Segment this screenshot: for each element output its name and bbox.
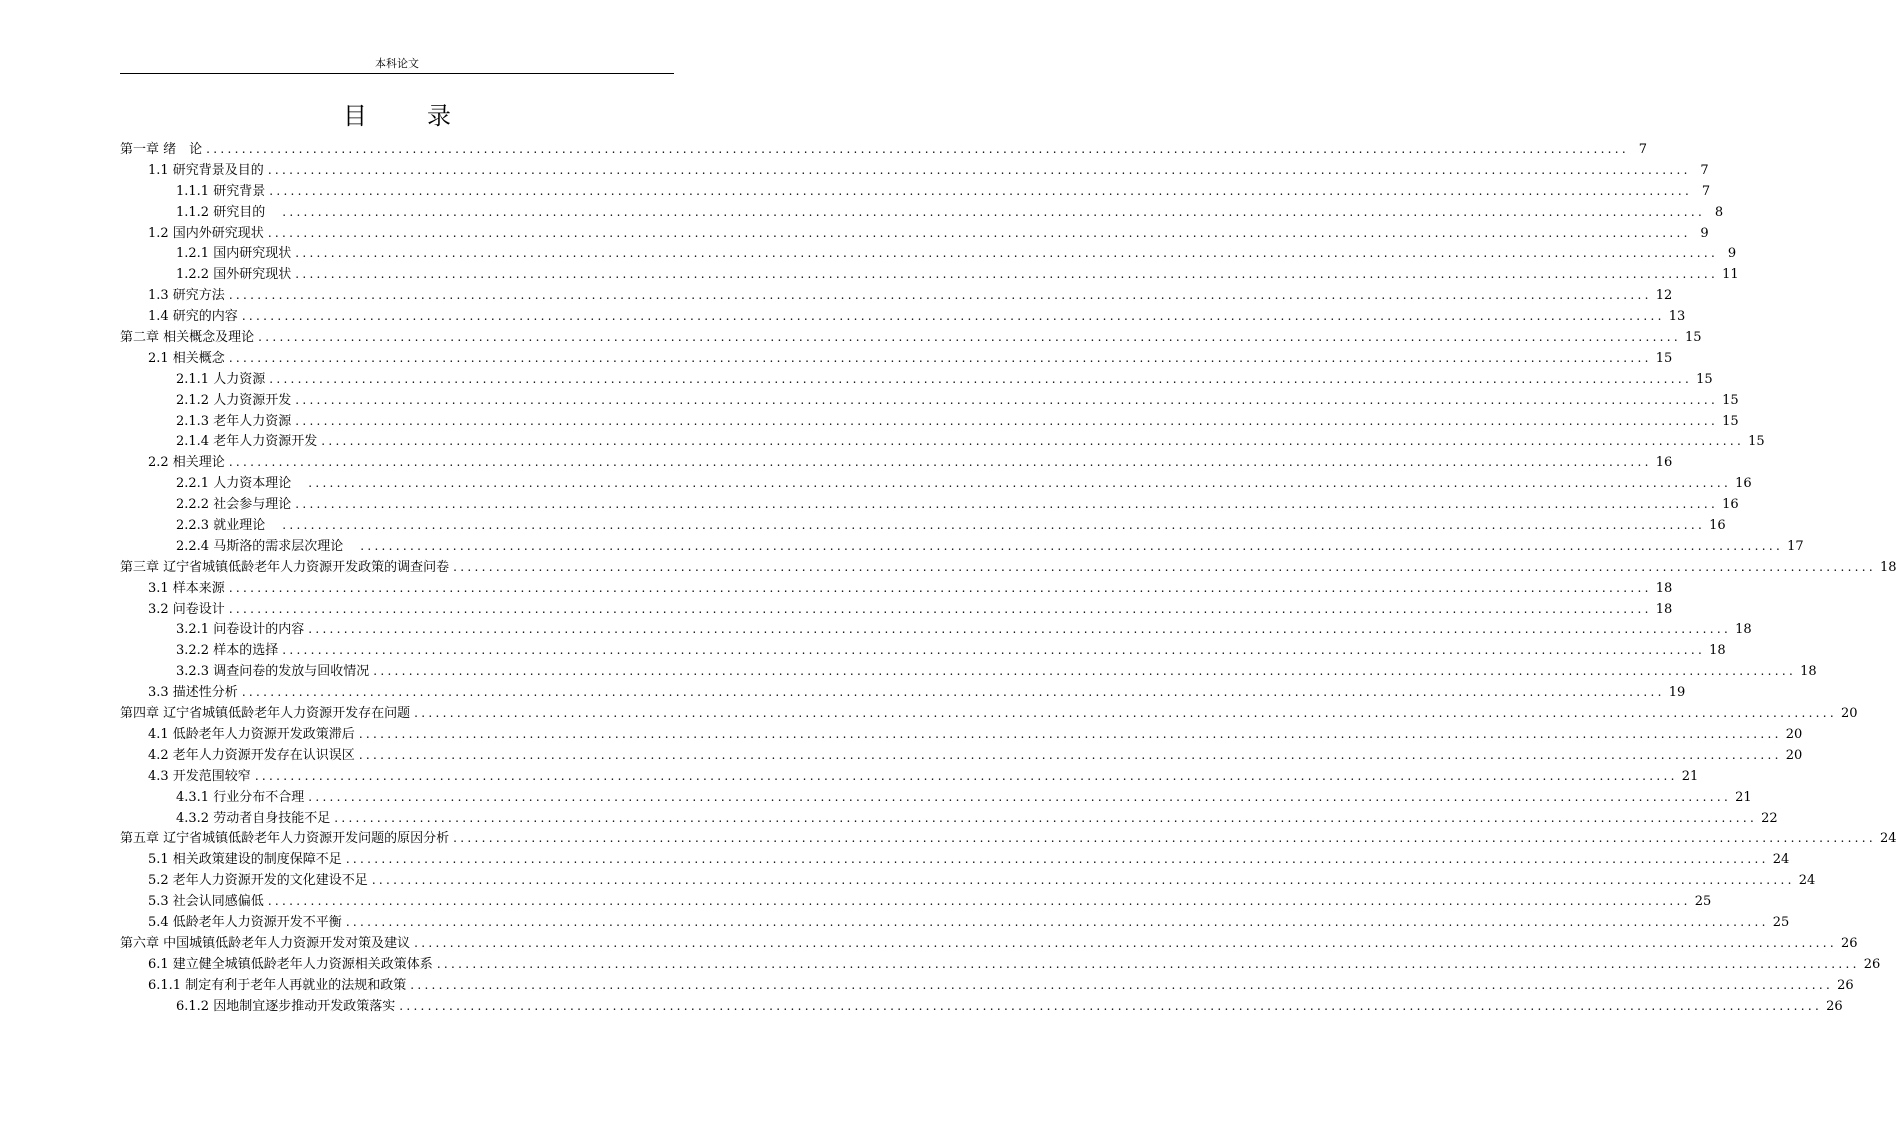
- toc-entry-page: 16: [1655, 455, 1673, 471]
- toc-entry-page: 9: [1700, 225, 1709, 241]
- toc-entry-page: 17: [1787, 538, 1804, 554]
- toc-entry-label: 5.3 社会认同感偏低: [148, 894, 264, 910]
- toc-dot-leader: ........................................................................................................................................................................................................: [345, 852, 1769, 867]
- toc-entry-page: 20: [1785, 726, 1803, 742]
- toc-entry[interactable]: [120, 891, 1712, 912]
- toc-dot-leader: ........................................................................................................................................................................................................: [308, 622, 1732, 637]
- toc-entry[interactable]: [120, 933, 1858, 954]
- toc-entry-page: 18: [1800, 664, 1817, 680]
- toc-dot-leader: ........................................................................................................................................................................................................: [295, 497, 1719, 512]
- toc-entry[interactable]: [120, 181, 1711, 202]
- toc-entry-label: 2.1.1 人力资源: [176, 371, 266, 387]
- toc-dot-leader: ........................................................................................................................................................................................................: [399, 998, 1823, 1013]
- toc-dot-leader: ........................................................................................................................................................................................................: [228, 350, 1652, 365]
- toc-entry[interactable]: [120, 996, 1843, 1017]
- toc-entry-page: 12: [1655, 288, 1673, 304]
- toc-dot-leader: ........................................................................................................................................................................................................: [334, 810, 1758, 825]
- toc-entry[interactable]: [120, 557, 1897, 578]
- toc-entry-page: 9: [1727, 246, 1737, 262]
- toc-entry[interactable]: [120, 954, 1881, 975]
- toc-entry-page: 7: [1701, 183, 1711, 199]
- toc-entry-label: 2.2 相关理论: [148, 455, 225, 471]
- toc-entry-label: 1.4 研究的内容: [148, 309, 238, 325]
- toc-entry-label: 1.2 国内外研究现状: [148, 225, 264, 241]
- toc-entry[interactable]: [120, 348, 1673, 369]
- toc-entry-label: 5.1 相关政策建设的制度保障不足: [148, 852, 342, 868]
- toc-entry-label: 1.1.2 研究目的: [176, 204, 279, 220]
- toc-entry[interactable]: [120, 975, 1854, 996]
- toc-dot-leader: ........................................................................................................................................................................................................: [228, 288, 1652, 303]
- toc-entry[interactable]: [120, 223, 1709, 244]
- toc-entry-label: 第四章 辽宁省城镇低龄老年人力资源开发存在问题: [120, 706, 411, 722]
- toc-entry-label: 第一章 绪 论: [120, 142, 203, 157]
- toc-entry[interactable]: [120, 202, 1724, 223]
- toc-entry[interactable]: [120, 327, 1702, 348]
- toc-dot-leader: ........................................................................................................................................................................................................: [241, 685, 1665, 700]
- toc-dot-leader: ........................................................................................................................................................................................................: [267, 894, 1691, 909]
- toc-entry[interactable]: [120, 369, 1713, 390]
- toc-entry-label: 6.1 建立健全城镇低龄老年人力资源相关政策体系: [148, 956, 433, 972]
- toc-entry-label: 4.3.2 劳动者自身技能不足: [176, 810, 331, 826]
- toc-entry-label: 6.1.1 制定有利于老年人再就业的法规和政策: [148, 977, 407, 993]
- toc-entry-page: 26: [1841, 935, 1858, 951]
- toc-entry-page: 20: [1785, 747, 1803, 763]
- table-of-contents: [120, 139, 1897, 1016]
- toc-entry[interactable]: [120, 536, 1804, 557]
- toc-dot-leader: ........................................................................................................................................................................................................: [295, 413, 1719, 428]
- toc-entry[interactable]: [120, 578, 1673, 599]
- toc-entry[interactable]: [120, 849, 1790, 870]
- toc-dot-leader: ........................................................................................................................................................................................................: [436, 956, 1860, 971]
- toc-entry-label: 6.1.2 因地制宜逐步推动开发政策落实: [176, 998, 396, 1014]
- toc-dot-leader: ........................................................................................................................................................................................................: [308, 789, 1732, 804]
- toc-entry-label: 5.2 老年人力资源开发的文化建设不足: [148, 873, 368, 889]
- toc-entry[interactable]: [120, 411, 1739, 432]
- toc-dot-leader: ........................................................................................................................................................................................................: [267, 162, 1691, 177]
- toc-entry-label: 1.1 研究背景及目的: [148, 162, 264, 178]
- toc-dot-leader: ........................................................................................................................................................................................................: [228, 455, 1652, 470]
- toc-entry[interactable]: [120, 724, 1803, 745]
- toc-entry[interactable]: [120, 473, 1752, 494]
- toc-entry[interactable]: [120, 682, 1686, 703]
- toc-dot-leader: ........................................................................................................................................................................................................: [358, 747, 1782, 762]
- toc-entry[interactable]: [120, 766, 1699, 787]
- toc-dot-leader: ........................................................................................................................................................................................................: [308, 476, 1732, 491]
- toc-entry-page: 21: [1681, 768, 1699, 784]
- toc-entry-label: 3.3 描述性分析: [148, 685, 238, 701]
- toc-dot-leader: ........................................................................................................................................................................................................: [453, 831, 1877, 846]
- toc-entry-label: 2.1.2 人力资源开发: [176, 392, 292, 408]
- toc-entry-page: 21: [1735, 789, 1752, 805]
- toc-entry-page: 25: [1772, 914, 1790, 930]
- toc-dot-leader: ........................................................................................................................................................................................................: [254, 768, 1678, 783]
- toc-dot-leader: ........................................................................................................................................................................................................: [267, 225, 1691, 240]
- toc-entry-page: 15: [1722, 413, 1739, 429]
- toc-entry-label: 4.2 老年人力资源开发存在认识误区: [148, 747, 355, 763]
- toc-entry-page: 22: [1761, 810, 1778, 826]
- toc-entry[interactable]: [120, 139, 1648, 160]
- toc-entry-page: 18: [1655, 601, 1673, 617]
- toc-entry-label: 2.2.3 就业理论: [176, 518, 279, 534]
- header-divider: [120, 73, 674, 74]
- toc-entry-page: 18: [1655, 580, 1673, 596]
- toc-dot-leader: ........................................................................................................................................................................................................: [282, 643, 1706, 658]
- toc-entry-page: 24: [1798, 873, 1816, 889]
- toc-dot-leader: ........................................................................................................................................................................................................: [241, 309, 1665, 324]
- toc-dot-leader: ........................................................................................................................................................................................................: [295, 267, 1719, 282]
- toc-entry-page: 26: [1837, 977, 1854, 993]
- toc-entry-label: 1.2.2 国外研究现状: [176, 267, 292, 283]
- toc-entry-label: 第六章 中国城镇低龄老年人力资源开发对策及建议: [120, 935, 411, 951]
- toc-entry-page: 8: [1714, 204, 1724, 220]
- toc-dot-leader: ........................................................................................................................................................................................................: [295, 392, 1719, 407]
- toc-entry-page: 15: [1748, 434, 1765, 450]
- toc-entry-page: 15: [1685, 330, 1702, 346]
- toc-entry-label: 第五章 辽宁省城镇低龄老年人力资源开发问题的原因分析: [120, 831, 450, 847]
- toc-dot-leader: ........................................................................................................................................................................................................: [414, 706, 1838, 721]
- toc-entry[interactable]: [120, 160, 1709, 181]
- toc-entry-label: 2.2.1 人力资本理论: [176, 476, 305, 492]
- toc-entry[interactable]: [120, 243, 1737, 264]
- toc-entry[interactable]: [120, 390, 1739, 411]
- toc-entry[interactable]: [120, 306, 1686, 327]
- toc-dot-leader: ........................................................................................................................................................................................................: [295, 246, 1719, 261]
- toc-entry[interactable]: [120, 494, 1739, 515]
- toc-entry-label: 2.1 相关概念: [148, 350, 225, 366]
- toc-entry-label: 第三章 辽宁省城镇低龄老年人力资源开发政策的调查问卷: [120, 559, 450, 575]
- toc-entry[interactable]: [120, 640, 1726, 661]
- toc-entry-label: 1.1.1 研究背景: [176, 183, 266, 199]
- toc-dot-leader: ........................................................................................................................................................................................................: [345, 914, 1769, 929]
- toc-entry-label: 2.1.3 老年人力资源: [176, 413, 292, 429]
- toc-entry-label: 1.2.1 国内研究现状: [176, 246, 292, 262]
- toc-dot-leader: ........................................................................................................................................................................................................: [410, 977, 1834, 992]
- toc-entry-page: 13: [1668, 309, 1686, 325]
- toc-dot-leader: ........................................................................................................................................................................................................: [228, 601, 1652, 616]
- toc-entry-page: 16: [1735, 476, 1752, 492]
- toc-entry-label: 5.4 低龄老年人力资源开发不平衡: [148, 914, 342, 930]
- toc-entry-page: 19: [1668, 685, 1686, 701]
- toc-entry-label: 2.1.4 老年人力资源开发: [176, 434, 318, 450]
- toc-entry-page: 15: [1722, 392, 1739, 408]
- toc-entry[interactable]: [120, 912, 1790, 933]
- toc-entry-page: 18: [1735, 622, 1752, 638]
- toc-dot-leader: ........................................................................................................................................................................................................: [360, 538, 1784, 553]
- toc-dot-leader: ........................................................................................................................................................................................................: [228, 580, 1652, 595]
- toc-dot-leader: ........................................................................................................................................................................................................: [371, 873, 1795, 888]
- toc-entry-label: 3.2.1 问卷设计的内容: [176, 622, 305, 638]
- toc-entry-page: 26: [1863, 956, 1881, 972]
- toc-dot-leader: ........................................................................................................................................................................................................: [258, 330, 1682, 345]
- toc-entry[interactable]: [120, 703, 1858, 724]
- toc-entry-label: 第二章 相关概念及理论: [120, 330, 255, 346]
- toc-entry[interactable]: [120, 452, 1673, 473]
- toc-entry-page: 24: [1880, 831, 1897, 847]
- toc-entry-label: 4.3.1 行业分布不合理: [176, 789, 305, 805]
- toc-dot-leader: ........................................................................................................................................................................................................: [321, 434, 1745, 449]
- toc-entry-label: 3.1 样本来源: [148, 580, 225, 596]
- page-header: 本科论文: [375, 57, 419, 70]
- toc-entry[interactable]: [120, 808, 1778, 829]
- toc-entry-label: 2.2.4 马斯洛的需求层次理论: [176, 538, 357, 554]
- toc-dot-leader: ........................................................................................................................................................................................................: [269, 183, 1693, 198]
- toc-entry-label: 3.2.2 样本的选择: [176, 643, 279, 659]
- toc-entry-label: 4.3 开发范围较窄: [148, 768, 251, 784]
- toc-entry[interactable]: [120, 619, 1752, 640]
- toc-entry-label: 4.1 低龄老年人力资源开发政策滞后: [148, 726, 355, 742]
- toc-dot-leader: ........................................................................................................................................................................................................: [206, 142, 1630, 156]
- toc-entry-page: 16: [1709, 518, 1726, 534]
- toc-entry-page: 16: [1722, 497, 1739, 513]
- toc-dot-leader: ........................................................................................................................................................................................................: [373, 664, 1797, 679]
- toc-dot-leader: ........................................................................................................................................................................................................: [414, 935, 1838, 950]
- toc-entry[interactable]: [120, 828, 1897, 849]
- toc-dot-leader: ........................................................................................................................................................................................................: [358, 726, 1782, 741]
- toc-entry-page: 18: [1880, 559, 1897, 575]
- toc-entry[interactable]: [120, 745, 1803, 766]
- toc-entry[interactable]: [120, 870, 1816, 891]
- toc-entry-page: 25: [1694, 894, 1712, 910]
- toc-entry[interactable]: [120, 431, 1765, 452]
- toc-entry-page: 15: [1655, 350, 1673, 366]
- toc-entry-label: 1.3 研究方法: [148, 288, 225, 304]
- toc-entry-page: 26: [1826, 998, 1843, 1014]
- toc-entry-page: 7: [1700, 162, 1709, 178]
- toc-entry[interactable]: [120, 264, 1739, 285]
- toc-entry[interactable]: [120, 285, 1673, 306]
- toc-entry[interactable]: [120, 515, 1726, 536]
- toc-entry[interactable]: [120, 787, 1752, 808]
- toc-entry-page: 7: [1638, 142, 1648, 157]
- toc-dot-leader: ........................................................................................................................................................................................................: [453, 559, 1877, 574]
- toc-entry[interactable]: [120, 599, 1673, 620]
- toc-entry-label: 2.2.2 社会参与理论: [176, 497, 292, 513]
- page-title: 目 录: [343, 102, 469, 130]
- toc-dot-leader: ........................................................................................................................................................................................................: [282, 204, 1706, 219]
- toc-entry-page: 15: [1696, 371, 1713, 387]
- toc-dot-leader: ........................................................................................................................................................................................................: [282, 518, 1706, 533]
- toc-entry-label: 3.2.3 调查问卷的发放与回收情况: [176, 664, 370, 680]
- toc-entry-page: 11: [1722, 267, 1739, 283]
- toc-entry-page: 18: [1709, 643, 1726, 659]
- toc-entry[interactable]: [120, 661, 1817, 682]
- toc-entry-page: 24: [1772, 852, 1790, 868]
- toc-entry-label: 3.2 问卷设计: [148, 601, 225, 617]
- toc-entry-page: 20: [1841, 706, 1858, 722]
- toc-dot-leader: ........................................................................................................................................................................................................: [269, 371, 1693, 386]
